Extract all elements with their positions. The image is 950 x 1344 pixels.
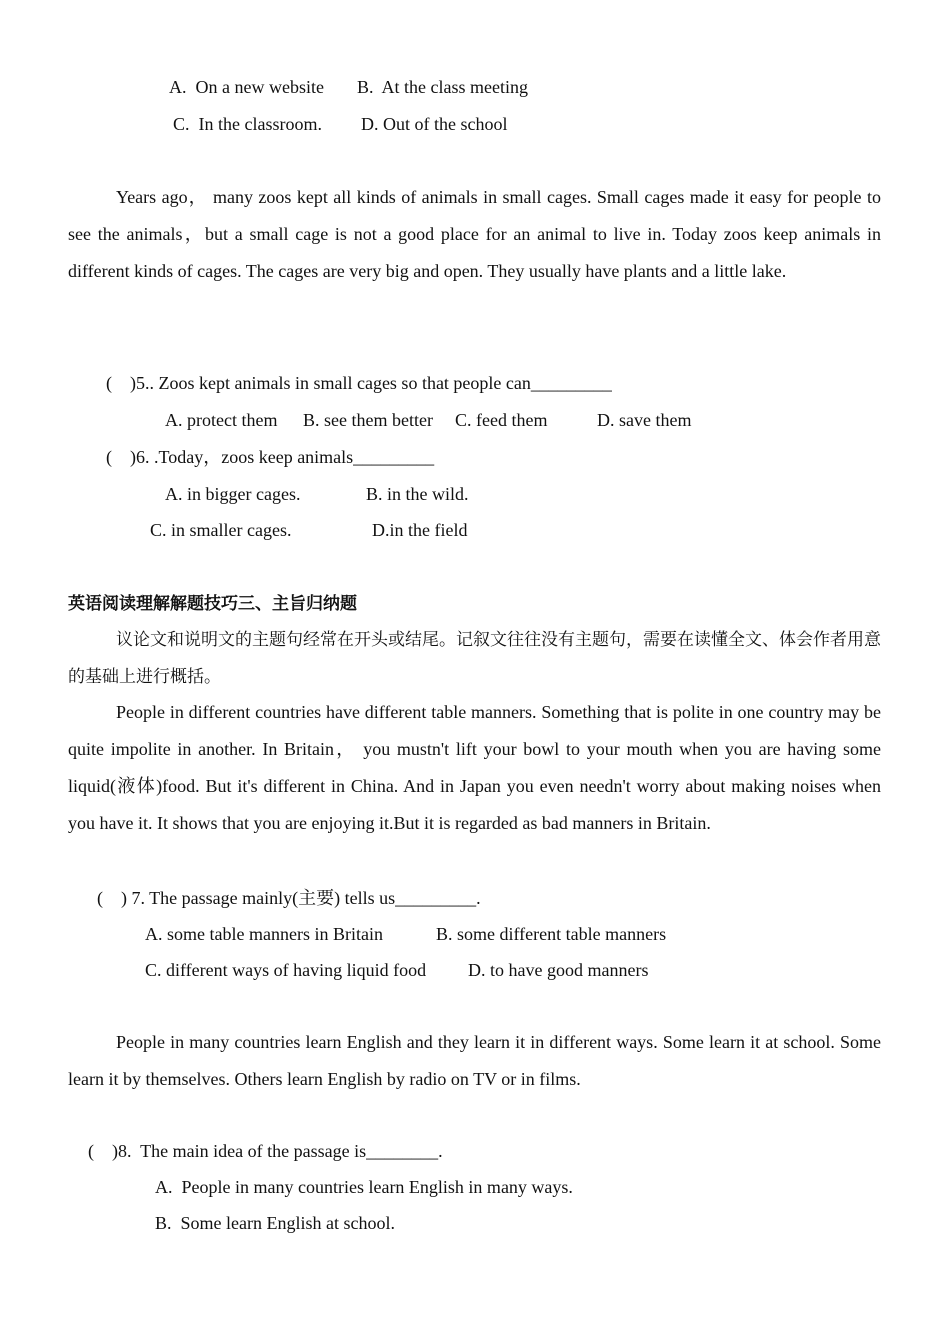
- question-8-stem: ( )8. The main idea of the passage is________.: [88, 1141, 443, 1161]
- q4-option-a: A. On a new website: [169, 77, 324, 97]
- q4-option-d: D. Out of the school: [361, 114, 508, 134]
- section-intro: [68, 622, 881, 696]
- q6-option-b: B. in the wild.: [366, 484, 469, 504]
- passage-learning-english: [68, 1024, 881, 1098]
- passage-table-manners: [68, 694, 881, 842]
- q5-option-b: B. see them better: [303, 410, 433, 430]
- q6-option-a: A. in bigger cages.: [165, 484, 301, 504]
- q4-option-c: C. In the classroom.: [173, 114, 322, 134]
- q7-option-d: D. to have good manners: [468, 960, 649, 980]
- q6-option-c: C. in smaller cages.: [150, 520, 292, 540]
- question-5-stem: ( )5.. Zoos kept animals in small cages so that people can_________: [106, 373, 612, 393]
- q8-option-b: B. Some learn English at school.: [155, 1213, 395, 1233]
- q7-option-b: B. some different table manners: [436, 924, 667, 944]
- q5-option-c: C. feed them: [455, 410, 548, 430]
- q4-option-b: B. At the class meeting: [357, 77, 528, 97]
- question-7-stem: ( ) 7. The passage mainly(主要) tells us_________.: [97, 888, 481, 908]
- section-intro-text: 议论文和说明文的主题句经常在开头或结尾。记叙文往往没有主题句，需要在读懂全文、体会作者用意的基础上进行概括。: [68, 630, 881, 687]
- passage-zoo: [68, 179, 881, 290]
- q7-option-a: A. some table manners in Britain: [145, 924, 383, 944]
- q5-option-d: D. save them: [597, 410, 692, 430]
- q7-option-c: C. different ways of having liquid food: [145, 960, 427, 980]
- question-6-stem: ( )6. .Today，zoos keep animals_________: [106, 447, 435, 467]
- q6-option-d: D.in the field: [372, 520, 468, 540]
- q8-option-a: A. People in many countries learn English in many ways.: [155, 1177, 573, 1197]
- passage-table-manners-text: People in different countries have different table manners. Something that is polite in one country may be quite impolite in another. In Britain， you mustn't lift your bowl to your mouth when you are having some liquid(液体)food. But it's different in China. And in Japan you even needn't worry about making noises when you have it. It shows that you are enjoying it.But it is regarded as bad manners in Britain.: [68, 702, 881, 833]
- passage-zoo-text: Years ago， many zoos kept all kinds of animals in small cages. Small cages made it easy for people to see the animals，but a small cage is not a good place for an animal to live in. Today zoos keep animals in different kinds of cages. The cages are very big and open. They usually have plants and a little lake.: [68, 187, 881, 281]
- q5-option-a: A. protect them: [165, 410, 278, 430]
- passage-learning-english-text: People in many countries learn English and they learn it in different ways. Some learn it at school. Some learn it by themselves. Others learn English by radio on TV or in films.: [68, 1032, 881, 1089]
- section-heading: 英语阅读理解解题技巧三、主旨归纳题: [68, 594, 357, 614]
